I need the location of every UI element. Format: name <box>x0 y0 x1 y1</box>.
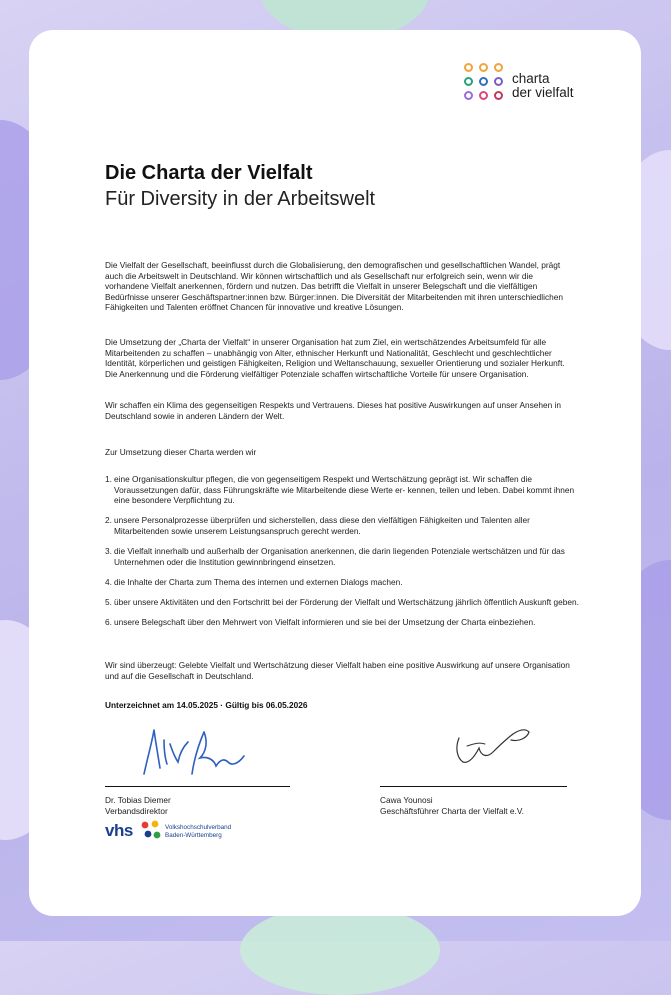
logo-dot <box>494 77 503 86</box>
vhs-logo <box>105 820 255 846</box>
list-item-number: 2. <box>105 515 112 526</box>
document-title: Die Charta der Vielfalt <box>105 162 313 184</box>
document-subtitle: Für Diversity in der Arbeitswelt <box>105 188 376 210</box>
logo-dot <box>479 63 488 72</box>
list-item <box>105 577 580 588</box>
goal-paragraph: Die Umsetzung der „Charta der Vielfalt“ in unserer Organisation hat zum Ziel, ein wertschätzendes Arbeitsumfeld für alle Mitarbeitenden zu schaffen – unabhängig von Alter, ethnischer Herkunft und Nationalität, Geschlecht und geschlechtlicher Identität, körperlichen und geistigen Fähigkeiten, Religion und Weltanschauung, sexueller Orientierung und sozialer Herkunft. Die Anerkennung und die Förderung vielfältiger Potenziale schaffen wirtschaftliche Vorteile für unsere Organisation. <box>105 337 565 379</box>
closing-paragraph: Wir sind überzeugt: Gelebte Vielfalt und Wertschätzung dieser Vielfalt haben eine positive Auswirkung auf unsere Organisation und auf die Gesellschaft in Deutschland. <box>105 660 570 681</box>
list-item-text: die Inhalte der Charta zum Thema des internen und externen Dialogs machen. <box>114 576 403 587</box>
signature-line-left <box>105 786 290 787</box>
list-item-number: 5. <box>105 596 112 607</box>
vhs-dots-icon <box>139 820 163 842</box>
logo-dot <box>464 91 473 100</box>
logo-dots-icon <box>464 63 506 103</box>
signer-right <box>380 795 524 817</box>
list-item <box>105 546 580 567</box>
list-item-number: 4. <box>105 576 112 587</box>
charter-certificate <box>29 30 641 916</box>
logo-wordmark: charta der vielfalt <box>512 71 574 100</box>
vhs-wordmark: vhs <box>105 821 133 840</box>
climate-paragraph: Wir schaffen ein Klima des gegenseitigen Respekts und Vertrauens. Dieses hat positive Auswirkungen auf unser Ansehen in Deutschland sowie in anderen Ländern der Welt. <box>105 400 561 421</box>
signature-line-right <box>380 786 567 787</box>
logo-dot <box>494 63 503 72</box>
list-item <box>105 597 580 608</box>
list-item-text: die Vielfalt innerhalb und außerhalb der Organisation anerkennen, die darin liegenden Potenziale wertschätzen und für das Unternehmen oder die Institution gewinnbringend einsetzen. <box>114 545 565 567</box>
list-item-number: 6. <box>105 616 112 627</box>
list-item <box>105 474 580 506</box>
signer-left-role: Verbandsdirektor <box>105 806 168 816</box>
signer-left <box>105 795 171 817</box>
list-item-text: eine Organisationskultur pflegen, die von gegenseitigem Respekt und Wertschätzung geprägt ist. Wir schaffen die Voraussetzungen dafür, dass Führungskräfte wie Mitarbeitende diese Werte er- kennen, teilen und leben. Dabei kommt ihnen eine besondere Verpflichtung zu. <box>114 474 575 506</box>
signature-date-line: Unterzeichnet am 14.05.2025 · Gültig bis 06.05.2026 <box>105 700 308 710</box>
list-item-number: 1. <box>105 474 112 484</box>
list-item <box>105 515 580 536</box>
signer-right-role: Geschäftsführer Charta der Vielfalt e.V. <box>380 806 524 816</box>
signature-diemer <box>134 722 264 782</box>
list-item <box>105 617 580 628</box>
list-item-text: unsere Personalprozesse überprüfen und sicherstellen, dass diese den vielfältigen Fähigkeiten und Talenten aller Mitarbeitenden sowie unserem Leistungsanspruch gerecht werden. <box>114 515 530 536</box>
logo-dot <box>464 63 473 72</box>
signature-younosi <box>449 722 539 772</box>
bg-blob-green-bottom <box>240 905 440 995</box>
intro-paragraph: Die Vielfalt der Gesellschaft, beeinflusst durch die Globalisierung, den demografischen und gesellschaftlichen Wandel, prägt auch die Arbeitswelt in Deutschland. Wir können wirtschaftlich und als Gesellschaft nur erfolgreich sein, wenn wir die vorhandene Vielfalt anerkennen, fördern und nutzen. Das betrifft die Vielfalt in unserer Belegschaft und die vielfältigen Bedürfnisse unserer Geschäftspartner:innen bzw. Bürger:innen. Die Diversität der Mitarbeitenden mit ihren unterschiedlichen Fähigkeiten und Talenten eröffnet Chancen für innovative und kreative Lösungen. <box>105 260 563 313</box>
logo-dot <box>479 77 488 86</box>
list-item-text: unsere Belegschaft über den Mehrwert von Vielfalt informieren und sie bei der Umsetzung der Charta einbeziehen. <box>114 616 536 627</box>
signer-left-name: Dr. Tobias Diemer <box>105 795 171 805</box>
logo-dot <box>494 91 503 100</box>
logo-dot <box>464 77 473 86</box>
commitment-list <box>105 474 580 637</box>
list-item-number: 3. <box>105 545 112 556</box>
logo-dot <box>479 91 488 100</box>
charta-der-vielfalt-logo <box>464 63 594 103</box>
vhs-subtitle: Volkshochschulverband Baden-Württemberg <box>165 824 232 839</box>
signer-right-name: Cawa Younosi <box>380 795 433 805</box>
list-item-text: über unsere Aktivitäten und den Fortschritt bei der Förderung der Vielfalt und Wertschätzung jährlich öffentlich Auskunft geben. <box>114 596 579 607</box>
commitment-intro: Zur Umsetzung dieser Charta werden wir <box>105 447 257 457</box>
